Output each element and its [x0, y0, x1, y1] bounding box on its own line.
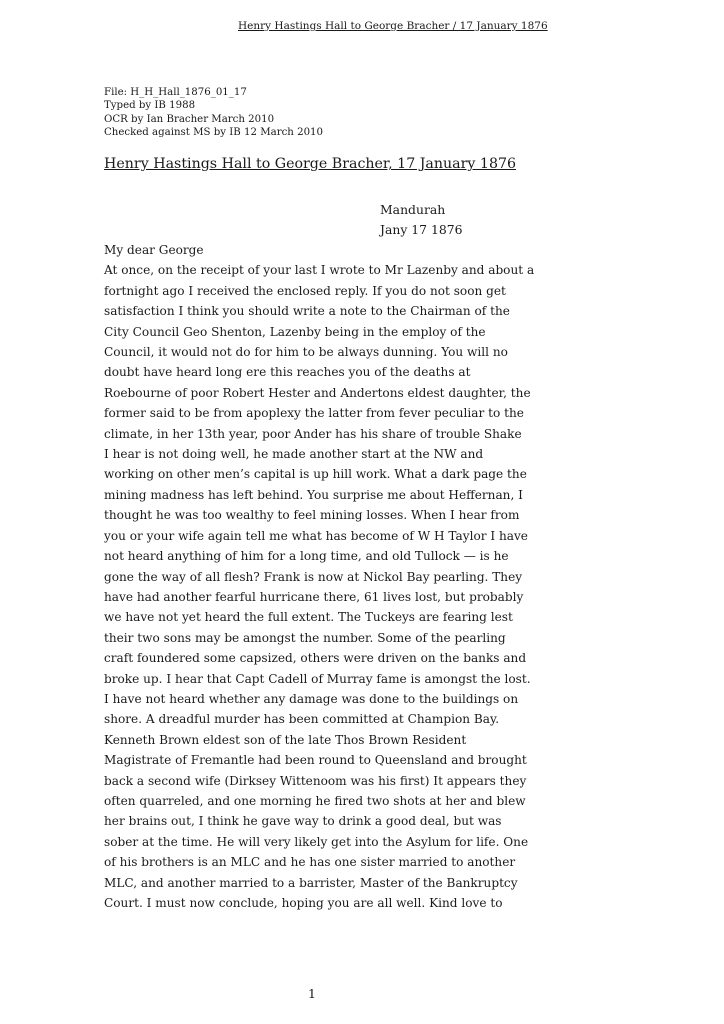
body-line: Kenneth Brown eldest son of the late Thos Brown Resident	[104, 732, 467, 747]
body-line: I hear is not doing well, he made another start at the NW and	[104, 447, 484, 462]
letter-address	[380, 200, 463, 241]
body-line: City Council Geo Shenton, Lazenby being in the employ of the	[104, 324, 486, 339]
salutation: My dear George	[104, 243, 204, 257]
address-date: Jany 17 1876	[380, 222, 463, 238]
body-line: her brains out, I think he gave way to drink a good deal, but was	[104, 814, 502, 829]
file-info-line: File: H_H_Hall_1876_01_17	[104, 87, 247, 98]
body-line: shore. A dreadful murder has been committed at Champion Bay.	[104, 712, 500, 727]
body-line: not heard anything of him for a long time, and old Tullock — is he	[104, 549, 509, 564]
body-line: I have not heard whether any damage was done to the buildings on	[104, 691, 519, 706]
document-title: Henry Hastings Hall to George Bracher, 17 January 1876	[104, 156, 517, 172]
body-line: craft foundered some capsized, others were driven on the banks and	[104, 651, 527, 666]
file-info-line: Typed by IB 1988	[104, 100, 196, 112]
file-info-line: Checked against MS by IB 12 March 2010	[104, 126, 324, 138]
body-line: sober at the time. He will very likely get into the Asylum for life. One	[104, 834, 529, 849]
body-line: gone the way of all flesh? Frank is now at Nickol Bay pearling. They	[104, 569, 523, 584]
body-line: At once, on the receipt of your last I wrote to Mr Lazenby and about a	[104, 263, 535, 278]
body-line: doubt have heard long ere this reaches you of the deaths at	[104, 365, 471, 380]
body-line: we have not yet heard the full extent. The Tuckeys are fearing lest	[104, 610, 513, 625]
body-line: have had another fearful hurricane there, 61 lives lost, but probably	[104, 589, 524, 604]
body-line: MLC, and another married to a barrister, Master of the Bankruptcy	[104, 875, 518, 890]
body-line: their two sons may be amongst the number. Some of the pearling	[104, 630, 506, 645]
file-info-line: OCR by Ian Bracher March 2010	[104, 113, 275, 125]
body-line: mining madness has left behind. You surprise me about Heffernan, I	[104, 487, 523, 502]
file-info	[104, 86, 323, 139]
body-line: working on other men’s capital is up hill work. What a dark page the	[104, 467, 527, 482]
body-line: former said to be from apoplexy the latter from fever peculiar to the	[104, 406, 524, 421]
body-line: Roebourne of poor Robert Hester and Andertons eldest daughter, the	[104, 385, 531, 400]
body-line: you or your wife again tell me what has become of W H Taylor I have	[104, 528, 528, 543]
body-line: satisfaction I think you should write a note to the Chairman of the	[104, 304, 510, 319]
body-line: of his brothers is an MLC and he has one sister married to another	[104, 855, 516, 870]
body-line: Council, it would not do for him to be always dunning. You will no	[104, 345, 508, 360]
body-line: thought he was too wealthy to feel mining losses. When I hear from	[104, 508, 520, 523]
body-line: often quarreled, and one morning he fired two shots at her and blew	[104, 793, 526, 808]
address-place: Mandurah	[380, 202, 446, 217]
body-line: back a second wife (Dirksey Wittenoom was his first) It appears they	[104, 773, 527, 788]
body-line: Court. I must now conclude, hoping you are all well. Kind love to	[104, 896, 503, 910]
page-number: 1	[308, 986, 316, 1001]
letter-body	[104, 240, 534, 913]
body-line: broke up. I hear that Capt Cadell of Murray fame is amongst the lost.	[104, 671, 531, 686]
body-line: climate, in her 13th year, poor Ander has his share of trouble Shake	[104, 426, 522, 441]
body-line: Magistrate of Fremantle had been round to Queensland and brought	[104, 753, 527, 768]
body-line: fortnight ago I received the enclosed reply. If you do not soon get	[104, 283, 506, 298]
running-header: Henry Hastings Hall to George Bracher / 17 January 1876	[238, 20, 548, 32]
